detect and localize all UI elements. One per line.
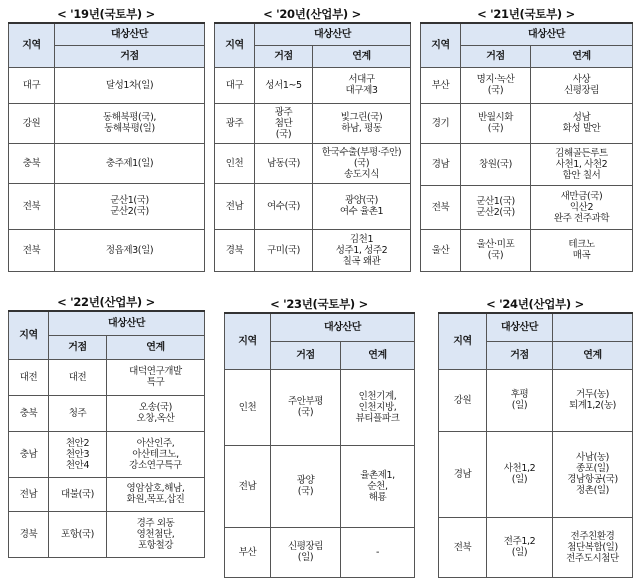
table-row <box>9 477 205 511</box>
header-link: 연계 <box>553 341 633 369</box>
cell-region: 경북 <box>9 511 49 557</box>
table-row <box>9 103 205 143</box>
cell-link: 광양(국) 여수 율촌1 <box>313 183 411 229</box>
table-row <box>9 183 205 229</box>
data-table <box>420 22 633 272</box>
table-title: < '23년(국토부) > <box>270 297 368 311</box>
header-link: 연계 <box>107 335 205 359</box>
header-group: 대상산단 <box>461 23 633 45</box>
cell-link: 사남(농) 종포(일) 경남항공(국) 정촌(일) <box>553 431 633 517</box>
cell-link: 전주친환경 첨단복합(일) 전주도시첨단 <box>553 517 633 577</box>
table-row <box>9 67 205 103</box>
table-2019 <box>8 6 204 272</box>
cell-link: 거두(농) 퇴계1,2(농) <box>553 369 633 431</box>
cell-link: 빛그린(국) 하남, 평동 <box>313 103 411 143</box>
cell-region: 전남 <box>9 477 49 511</box>
cell-region: 충북 <box>9 395 49 431</box>
cell-base: 대불(국) <box>49 477 107 511</box>
table-2024 <box>438 296 632 578</box>
table-row <box>215 103 411 143</box>
cell-link: 한국수출(부평·주안) (국) 송도지식 <box>313 143 411 183</box>
cell-region: 대구 <box>215 67 255 103</box>
cell-region: 대구 <box>9 67 55 103</box>
header-group: 대상산단 <box>255 23 411 45</box>
cell-base: 여수(국) <box>255 183 313 229</box>
cell-region: 충남 <box>9 431 49 477</box>
cell-base: 전주1,2 (일) <box>487 517 553 577</box>
header-group-blank <box>553 313 633 341</box>
header-region: 지역 <box>225 313 271 369</box>
cell-region: 인천 <box>225 369 271 445</box>
cell-base: 광주 첨단 (국) <box>255 103 313 143</box>
cell-link: 김천1 성주1, 성주2 칠곡 왜관 <box>313 229 411 271</box>
cell-base: 울산·미포 (국) <box>461 229 531 271</box>
cell-region: 전북 <box>439 517 487 577</box>
cell-region: 부산 <box>225 527 271 577</box>
cell-region: 경남 <box>439 431 487 517</box>
cell-region: 광주 <box>215 103 255 143</box>
table-row <box>9 395 205 431</box>
data-table <box>8 22 205 272</box>
cell-link: 오송(국) 오창,옥산 <box>107 395 205 431</box>
cell-link: 테크노 매곡 <box>531 229 633 271</box>
cell-base: 군산1(국) 군산2(국) <box>461 185 531 229</box>
table-title: < '24년(산업부) > <box>486 297 584 311</box>
table-2021 <box>420 6 632 272</box>
cell-base: 군산1(국) 군산2(국) <box>55 183 205 229</box>
header-base: 거점 <box>255 45 313 67</box>
cell-base: 달성1차(일) <box>55 67 205 103</box>
cell-region: 전북 <box>9 183 55 229</box>
table-row <box>225 527 415 577</box>
cell-region: 부산 <box>421 67 461 103</box>
table-row <box>421 143 633 185</box>
header-region: 지역 <box>9 23 55 67</box>
table-row <box>225 369 415 445</box>
table-row <box>215 229 411 271</box>
header-base: 거점 <box>55 45 205 67</box>
cell-region: 전남 <box>225 445 271 527</box>
cell-region: 전북 <box>9 229 55 271</box>
table-row <box>439 369 633 431</box>
table-title: < '19년(국토부) > <box>57 7 155 21</box>
cell-link: 영암삼호,해남, 화원,목포,삽진 <box>107 477 205 511</box>
table-row <box>215 67 411 103</box>
cell-link: 아산인주, 아산테크노, 강소연구특구 <box>107 431 205 477</box>
header-region: 지역 <box>439 313 487 369</box>
header-base: 거점 <box>49 335 107 359</box>
header-region: 지역 <box>215 23 255 67</box>
cell-base: 포항(국) <box>49 511 107 557</box>
data-table <box>214 22 411 272</box>
table-2023 <box>224 296 414 578</box>
table-row <box>421 229 633 271</box>
cell-region: 전남 <box>215 183 255 229</box>
table-row <box>9 511 205 557</box>
header-base: 거점 <box>461 45 531 67</box>
cell-base: 천안2 천안3 천안4 <box>49 431 107 477</box>
cell-base: 대전 <box>49 359 107 395</box>
cell-base: 주안부평 (국) <box>271 369 341 445</box>
cell-base: 후평 (일) <box>487 369 553 431</box>
cell-link: 경주 외동 영천첨단, 포항철강 <box>107 511 205 557</box>
cell-region: 경북 <box>215 229 255 271</box>
table-row <box>9 431 205 477</box>
cell-base: 충주제1(일) <box>55 143 205 183</box>
cell-region: 강원 <box>9 103 55 143</box>
cell-region: 충북 <box>9 143 55 183</box>
table-2020 <box>214 6 410 272</box>
cell-region: 울산 <box>421 229 461 271</box>
cell-link: 서대구 대구제3 <box>313 67 411 103</box>
cell-base: 신평장림 (일) <box>271 527 341 577</box>
cell-base: 광양 (국) <box>271 445 341 527</box>
header-group: 대상산단 <box>55 23 205 45</box>
cell-base: 청주 <box>49 395 107 431</box>
header-region: 지역 <box>9 311 49 359</box>
table-title: < '21년(국토부) > <box>477 7 575 21</box>
cell-region: 경남 <box>421 143 461 185</box>
table-row <box>421 185 633 229</box>
cell-region: 대전 <box>9 359 49 395</box>
data-table <box>8 310 205 558</box>
cell-base: 남동(국) <box>255 143 313 183</box>
header-link: 연계 <box>341 341 415 369</box>
table-row <box>439 431 633 517</box>
table-title: < '22년(산업부) > <box>57 295 155 309</box>
data-table <box>438 312 633 578</box>
table-row <box>421 103 633 143</box>
cell-base: 반월시화 (국) <box>461 103 531 143</box>
cell-region: 인천 <box>215 143 255 183</box>
cell-base: 창원(국) <box>461 143 531 185</box>
table-2022 <box>8 294 204 558</box>
table-row <box>9 143 205 183</box>
table-row <box>9 229 205 271</box>
cell-link: 새만금(국) 익산2 완주 전주과학 <box>531 185 633 229</box>
header-region: 지역 <box>421 23 461 67</box>
cell-link: 율촌제1, 순천, 해룡 <box>341 445 415 527</box>
header-group: 대상산단 <box>49 311 205 335</box>
cell-region: 전북 <box>421 185 461 229</box>
cell-link: - <box>341 527 415 577</box>
header-link: 연계 <box>313 45 411 67</box>
header-group: 대상산단 <box>271 313 415 341</box>
cell-link: 김해골든루트 사천1, 사천2 함안 칠서 <box>531 143 633 185</box>
table-row <box>215 183 411 229</box>
header-group: 대상산단 <box>487 313 553 341</box>
cell-base: 사천1,2 (일) <box>487 431 553 517</box>
cell-link: 사상 신평장림 <box>531 67 633 103</box>
table-title: < '20년(산업부) > <box>263 7 361 21</box>
header-base: 거점 <box>271 341 341 369</box>
header-base: 거점 <box>487 341 553 369</box>
cell-region: 경기 <box>421 103 461 143</box>
cell-base: 동해북평(국), 동해북평(일) <box>55 103 205 143</box>
cell-base: 명지·녹산 (국) <box>461 67 531 103</box>
cell-base: 구미(국) <box>255 229 313 271</box>
table-row <box>9 359 205 395</box>
cell-link: 대덕연구개발 특구 <box>107 359 205 395</box>
table-row <box>215 143 411 183</box>
table-row <box>421 67 633 103</box>
cell-base: 정읍제3(일) <box>55 229 205 271</box>
header-link: 연계 <box>531 45 633 67</box>
table-row <box>225 445 415 527</box>
cell-link: 성남 화성 발안 <box>531 103 633 143</box>
cell-link: 인천기계, 인천지방, 뷰티플파크 <box>341 369 415 445</box>
cell-base: 성서1~5 <box>255 67 313 103</box>
table-row <box>439 517 633 577</box>
cell-region: 강원 <box>439 369 487 431</box>
data-table <box>224 312 415 578</box>
